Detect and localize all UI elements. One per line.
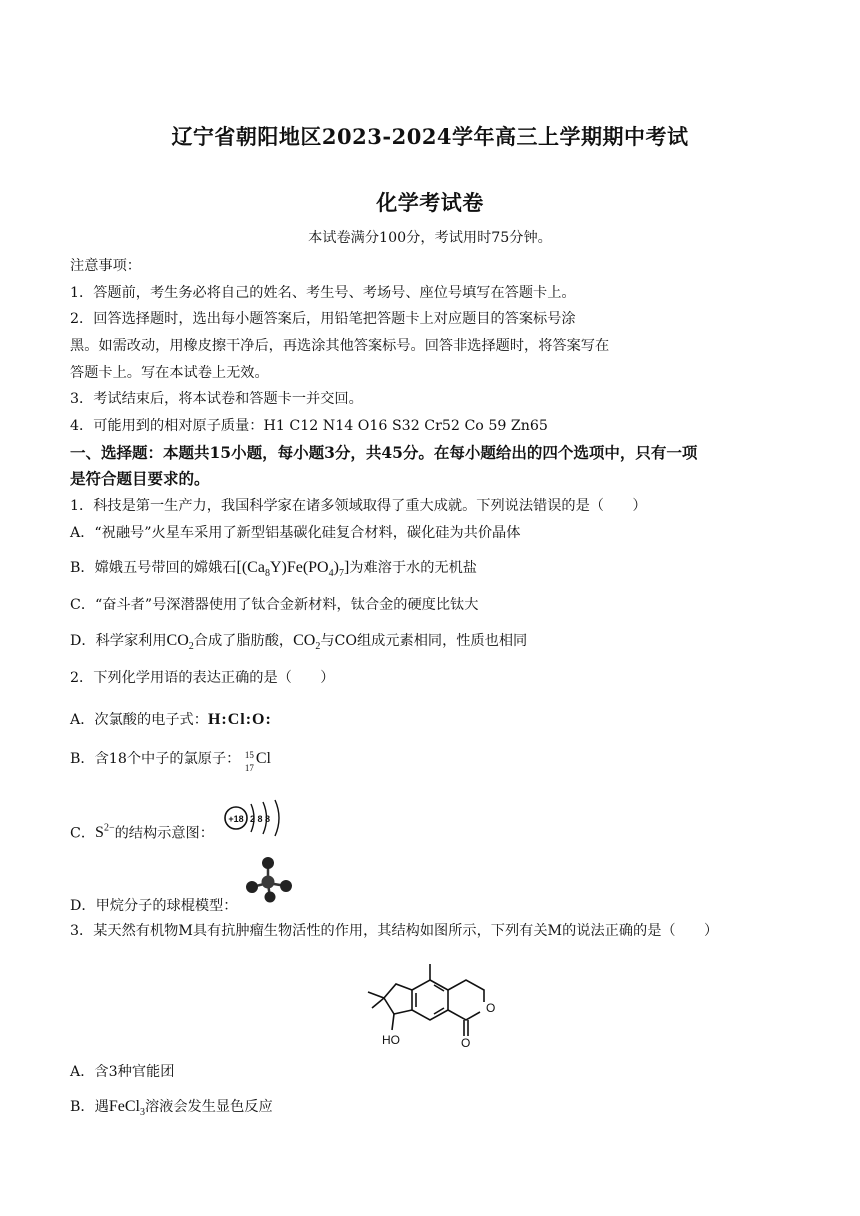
q1-option-d: D．科学家利用$CO_2$合成了脂肪酸，$CO_2$与CO组成元素相同，性质也相同 <box>70 632 528 653</box>
note-item-3: 3．考试结束后，将本试卷和答题卡一并交回。 <box>70 391 363 407</box>
q2-option-b: B．含18个中子的氯原子： 15 17 Cl <box>70 749 287 769</box>
q1-option-b-text: B．嫦娥五号带回的嫦娥石 <box>70 560 237 576</box>
exam-info: 本试卷满分100分，考试用时75分钟。 <box>308 230 552 246</box>
sulfide-ion: $S^{2-}$ <box>95 823 115 842</box>
note-item-1: 1．答题前，考生务必将自己的姓名、考生号、考场号、座位号填写在答题卡上。 <box>70 285 576 301</box>
svg-text:O: O <box>486 1001 496 1015</box>
formula-fecl3: FeCl$_3$ <box>108 1098 145 1119</box>
section-heading-1: 一、选择题：本题共15小题，每小题3分，共45分。在每小题给出的四个选项中，只有一项 <box>70 443 698 462</box>
q1-stem: 1．科技是第一生产力，我国科学家在诸多领域取得了重大成就。下列说法错误的是（ ） <box>70 498 647 514</box>
q2-option-a: A．次氯酸的电子式：H:Cl:O: <box>70 711 272 728</box>
hocl-electron-formula: H:Cl:O: <box>207 711 272 728</box>
formula-changeite: $[(Ca_8Y)Fe(PO_4)_7]$ <box>236 559 350 580</box>
notes-heading: 注意事项： <box>70 258 141 274</box>
q2-option-c: C．$S^{2-}$的结构示意图： <box>70 823 214 842</box>
q1-option-c: C．“奋斗者”号深潜器使用了钛合金新材料，钛合金的硬度比钛大 <box>70 597 479 613</box>
exam-subtitle: 化学考试卷 <box>376 190 484 215</box>
sulfide-structure-diagram <box>222 798 292 838</box>
svg-text:2 8 8: 2 8 8 <box>250 814 271 824</box>
compound-m-structure <box>362 952 502 1048</box>
note-item-2c: 答题卡上。写在本试卷上无效。 <box>70 365 269 381</box>
chlorine-nuclide: 15 17 Cl <box>244 750 271 773</box>
formula-co2: $CO_2$ <box>166 632 194 653</box>
q1-option-b-tail: 为难溶于水的无机盐 <box>349 560 477 576</box>
q3-stem: 3．某天然有机物M具有抗肿瘤生物活性的作用，其结构如图所示，下列有关M的说法正确的是（ ） <box>70 923 719 939</box>
svg-text:+18: +18 <box>228 814 244 824</box>
svg-text:O: O <box>461 1036 471 1048</box>
formula-co2-second: $CO_2$ <box>293 632 321 653</box>
q2-option-d: D．甲烷分子的球棍模型： <box>70 898 238 914</box>
methane-ball-stick-model <box>244 855 300 903</box>
q1-option-a: A．“祝融号”火星车采用了新型铝基碳化硅复合材料，碳化硅为共价晶体 <box>70 525 521 541</box>
note-item-4: 4．可能用到的相对原子质量：H1 C12 N14 O16 S32 Cr52 Co 59 Zn65 <box>70 418 548 434</box>
q1-option-b <box>70 558 477 584</box>
section-heading-2: 是符合题目要求的。 <box>70 469 210 488</box>
note-item-2b: 黑。如需改动，用橡皮擦干净后，再选涂其他答案标号。回答非选择题时，将答案写在 <box>70 338 610 354</box>
q3-option-a: A．含3种官能团 <box>70 1064 175 1080</box>
q2-stem: 2．下列化学用语的表达正确的是（ ） <box>70 670 335 686</box>
svg-text:HO: HO <box>382 1033 400 1047</box>
note-item-2a: 2．回答选择题时，选出每小题答案后，用铅笔把答题卡上对应题目的答案标号涂 <box>70 311 576 327</box>
exam-title: 辽宁省朝阳地区2023-2024学年高三上学期期中考试 <box>171 124 689 149</box>
q3-option-b: B．遇FeCl$_3$溶液会发生显色反应 <box>70 1098 273 1119</box>
